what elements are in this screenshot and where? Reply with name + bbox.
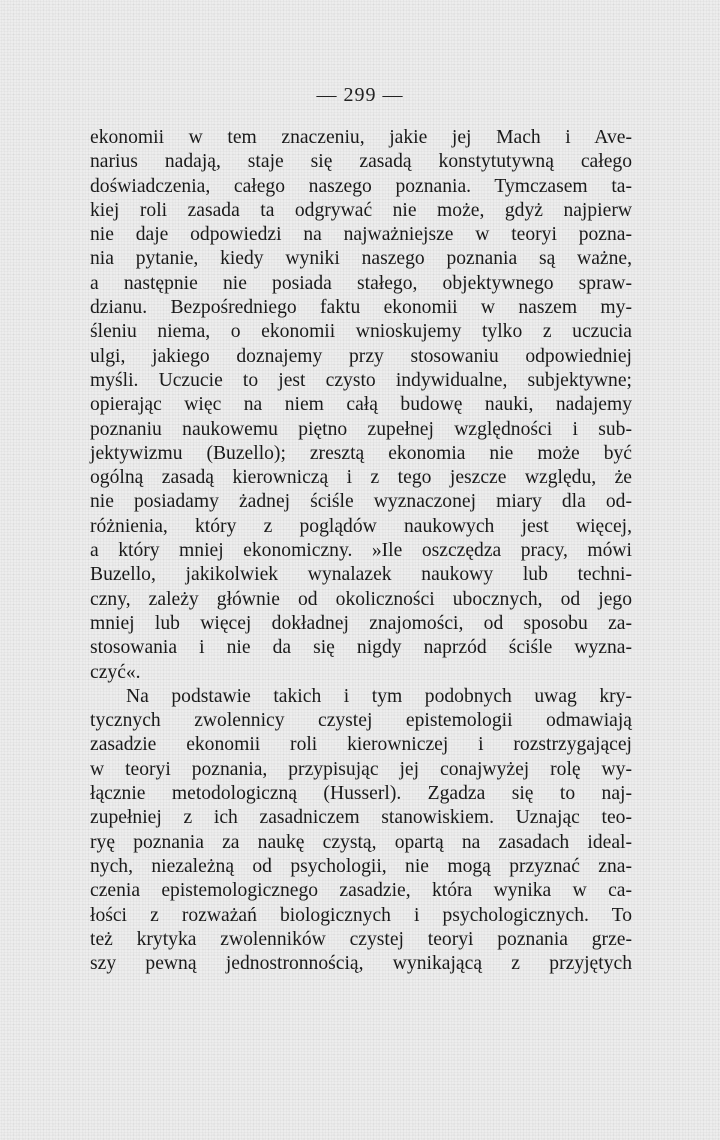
text-line: czenia epistemologicznego zasadzie, która wynika w ca- [90, 880, 632, 902]
text-line: doświadczenia, całego naszego poznania. Tymczasem ta- [90, 175, 632, 197]
text-line: nia pytanie, kiedy wyniki naszego poznania są ważne, [90, 248, 632, 270]
text-line: kiej roli zasada ta odgrywać nie może, gdyż najpierw [90, 199, 632, 221]
text-line: nie posiadamy żadnej ściśle wyznaczonej miary dla od- [90, 491, 632, 513]
text-line: myśli. Uczucie to jest czysto indywidualne, subjektywne; [90, 369, 632, 391]
page-number: — 299 — [316, 84, 404, 106]
text-line: śleniu niema, o ekonomii wnioskujemy tylko z uczucia [90, 321, 632, 343]
text-line: tycznych zwolennicy czystej epistemologii odmawiają [90, 710, 632, 732]
text-line: szy pewną jednostronnością, wynikającą z przyjętych [90, 953, 632, 975]
text-line: w teoryi poznania, przypisując jej conajwyżej rolę wy- [90, 758, 632, 780]
text-line: ryę poznania za naukę czystą, opartą na zasadach ideal- [90, 831, 632, 853]
text-line: mniej lub więcej dokładnej znajomości, od sposobu za- [90, 612, 632, 634]
text-line: czny, zależy głównie od okoliczności ubocznych, od jego [90, 588, 632, 610]
text-line: Na podstawie takich i tym podobnych uwag kry- [126, 685, 632, 707]
paragraph-2 [90, 685, 632, 977]
text-line: zupełniej z ich zasadniczem stanowiskiem. Uznając teo- [90, 807, 632, 829]
paragraph-1 [90, 126, 632, 685]
text-line: zasadzie ekonomii roli kierowniczej i rozstrzygającej [90, 734, 632, 756]
text-line: nych, niezależną od psychologii, nie mogą przyznać zna- [90, 855, 632, 877]
text-line: jektywizmu (Buzello); zresztą ekonomia nie może być [90, 442, 632, 464]
text-line: Buzello, jakikolwiek wynalazek naukowy lub techni- [90, 564, 632, 586]
text-line: nie daje odpowiedzi na najważniejsze w teoryi pozna- [90, 224, 632, 246]
text-line: ulgi, jakiego doznajemy przy stosowaniu odpowiedniej [90, 345, 632, 367]
text-line: narius nadają, staje się zasadą konstytutywną całego [90, 151, 632, 173]
text-line: ogólną zasadą kierowniczą i z tego jeszcze względu, że [90, 467, 632, 489]
text-line: też krytyka zwolenników czystej teoryi poznania grze- [90, 928, 632, 950]
text-line: poznaniu naukowemu piętno zupełnej względności i sub- [90, 418, 632, 440]
text-line: a który mniej ekonomiczny. »Ile oszczędza pracy, mówi [90, 540, 632, 562]
text-line: czyć«. [90, 661, 141, 683]
text-line: różnienia, który z poglądów naukowych jest więcej, [90, 515, 632, 537]
text-line: dzianu. Bezpośredniego faktu ekonomii w naszem my- [90, 297, 632, 319]
text-line: ekonomii w tem znaczeniu, jakie jej Mach i Ave- [90, 127, 632, 148]
text-line: a następnie nie posiada stałego, objektywnego spraw- [90, 272, 632, 294]
body-text [90, 126, 632, 976]
text-line: łącznie metodologiczną (Husserl). Zgadza się to naj- [90, 783, 632, 805]
text-line: opierając więc na niem całą budowę nauki, nadajemy [90, 394, 632, 416]
text-line: stosowania i nie da się nigdy naprzód ściśle wyzna- [90, 637, 632, 659]
text-line: łości z rozważań biologicznych i psychologicznych. To [90, 904, 632, 926]
